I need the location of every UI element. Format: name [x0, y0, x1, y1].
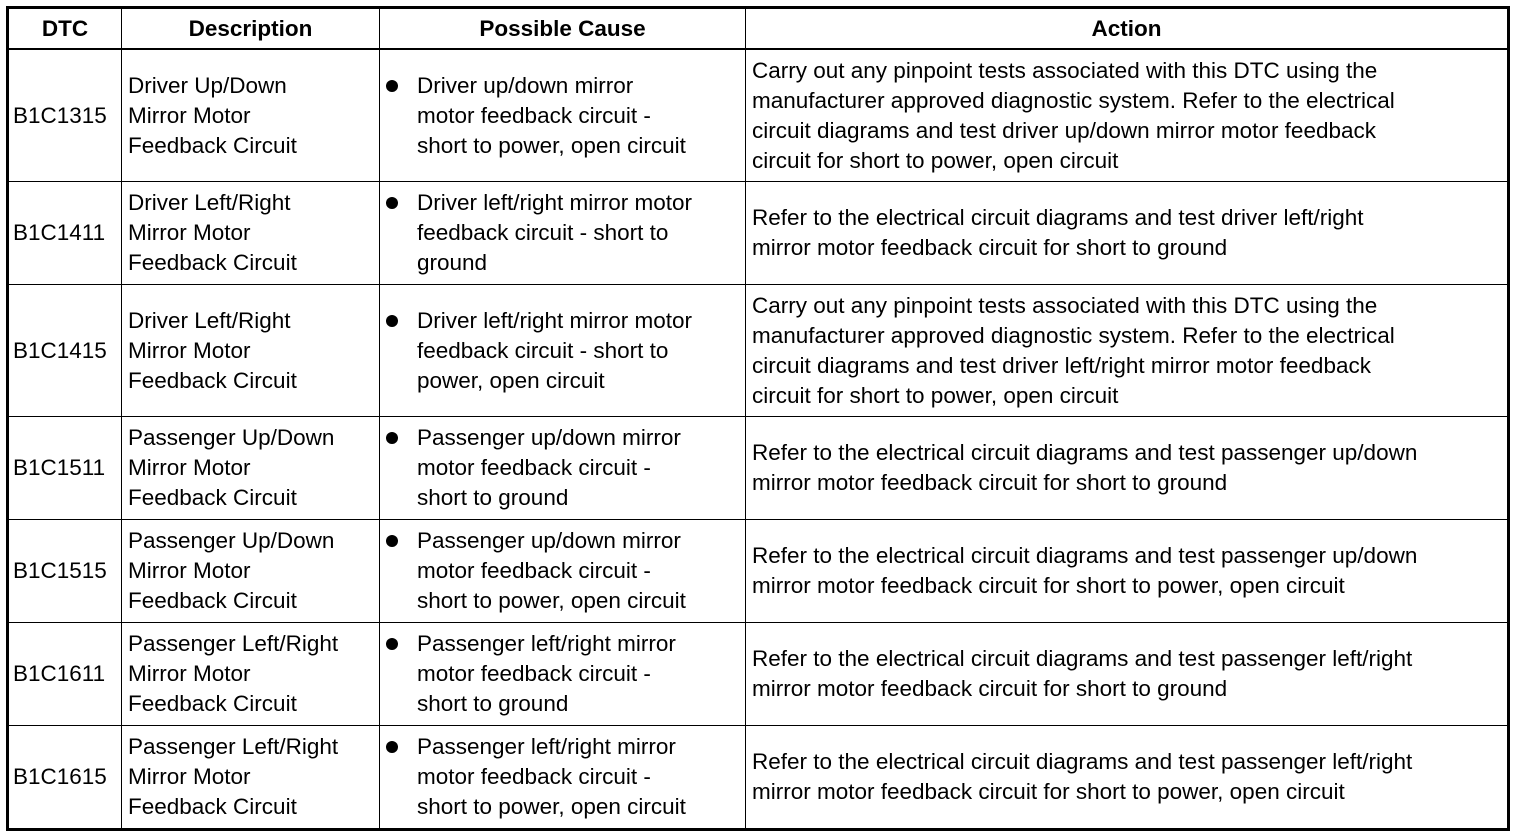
dtc-description: [122, 520, 380, 623]
cause-text: [417, 629, 739, 719]
dtc-description: [122, 182, 380, 285]
dtc-description: [122, 285, 380, 417]
possible-cause: [380, 726, 746, 830]
header-row: [8, 8, 1509, 50]
dtc-description: [122, 49, 380, 182]
description-line: Passenger Up/Down: [128, 425, 335, 450]
cause-text: [417, 71, 739, 161]
action: [746, 623, 1509, 726]
action: [746, 49, 1509, 182]
action: [746, 520, 1509, 623]
cause-line: short to power, open circuit: [417, 588, 686, 613]
cause-line: ground: [417, 250, 488, 275]
cause-line: motor feedback circuit -: [417, 455, 651, 480]
action-line: circuit diagrams and test driver up/down mirror motor feedback: [752, 117, 1377, 143]
header-dtc: DTC: [8, 8, 122, 50]
cause-line: Passenger up/down mirror: [417, 425, 681, 450]
description-line: Feedback Circuit: [128, 132, 297, 158]
action: [746, 285, 1509, 417]
cause-text: [417, 526, 739, 616]
action-line: mirror motor feedback circuit for short to power, open circuit: [752, 573, 1345, 598]
description-line: Mirror Motor: [128, 102, 251, 128]
action-line: mirror motor feedback circuit for short to power, open circuit: [752, 779, 1345, 804]
possible-cause: [380, 49, 746, 182]
cause-line: Driver left/right mirror motor: [417, 307, 693, 333]
action-line: Refer to the electrical circuit diagrams and test passenger up/down: [752, 543, 1418, 568]
description-line: Mirror Motor: [128, 455, 251, 480]
action-line: Refer to the electrical circuit diagrams and test passenger up/down: [752, 440, 1418, 465]
table-row: [8, 520, 1509, 623]
cause-bullet-item: [386, 732, 739, 822]
action-line: manufacturer approved diagnostic system. Refer to the electrical: [752, 322, 1395, 348]
description-line: Driver Left/Right: [128, 307, 291, 333]
action-line: Carry out any pinpoint tests associated with this DTC using the: [752, 57, 1378, 83]
action-line: manufacturer approved diagnostic system. Refer to the electrical: [752, 87, 1395, 113]
action: [746, 417, 1509, 520]
cause-bullet-item: [386, 306, 739, 396]
bullet-icon: [386, 535, 398, 547]
possible-cause: [380, 417, 746, 520]
description-line: Feedback Circuit: [128, 250, 297, 275]
cause-line: Driver up/down mirror: [417, 72, 634, 98]
header-action: Action: [746, 8, 1509, 50]
cause-line: Driver left/right mirror motor: [417, 190, 693, 215]
dtc-code: B1C1615: [8, 726, 122, 830]
possible-cause: [380, 182, 746, 285]
cause-text: [417, 732, 739, 822]
description-line: Mirror Motor: [128, 337, 251, 363]
cause-bullet-item: [386, 629, 739, 719]
action: [746, 182, 1509, 285]
action-line: Carry out any pinpoint tests associated with this DTC using the: [752, 292, 1378, 318]
table-row: [8, 726, 1509, 830]
bullet-icon: [386, 432, 398, 444]
dtc-code: B1C1411: [8, 182, 122, 285]
description-line: Feedback Circuit: [128, 367, 297, 393]
cause-line: power, open circuit: [417, 367, 605, 393]
cause-line: short to ground: [417, 691, 569, 716]
table-row: [8, 623, 1509, 726]
description-line: Mirror Motor: [128, 661, 251, 686]
description-line: Feedback Circuit: [128, 485, 297, 510]
action-line: Refer to the electrical circuit diagrams and test passenger left/right: [752, 749, 1413, 774]
description-line: Driver Left/Right: [128, 190, 291, 215]
action-line: mirror motor feedback circuit for short to ground: [752, 235, 1228, 260]
action-line: circuit diagrams and test driver left/right mirror motor feedback: [752, 352, 1371, 378]
table-header: [8, 8, 1509, 50]
table-row: [8, 182, 1509, 285]
action-line: mirror motor feedback circuit for short to ground: [752, 470, 1228, 495]
dtc-code: B1C1515: [8, 520, 122, 623]
possible-cause: [380, 285, 746, 417]
cause-line: feedback circuit - short to: [417, 337, 669, 363]
description-line: Feedback Circuit: [128, 691, 297, 716]
action-line: Refer to the electrical circuit diagrams and test driver left/right: [752, 205, 1364, 230]
description-line: Passenger Up/Down: [128, 528, 335, 553]
cause-bullet-item: [386, 423, 739, 513]
description-line: Mirror Motor: [128, 558, 251, 583]
cause-line: motor feedback circuit -: [417, 558, 651, 583]
cause-line: motor feedback circuit -: [417, 764, 651, 789]
dtc-code: B1C1611: [8, 623, 122, 726]
table-row: [8, 417, 1509, 520]
description-line: Feedback Circuit: [128, 588, 297, 613]
header-description: Description: [122, 8, 380, 50]
possible-cause: [380, 623, 746, 726]
dtc-description: [122, 726, 380, 830]
cause-line: short to ground: [417, 485, 569, 510]
description-line: Mirror Motor: [128, 764, 251, 789]
cause-text: [417, 188, 739, 278]
table-row: [8, 285, 1509, 417]
possible-cause: [380, 520, 746, 623]
description-line: Driver Up/Down: [128, 72, 287, 98]
cause-line: Passenger left/right mirror: [417, 734, 676, 759]
description-line: Mirror Motor: [128, 220, 251, 245]
cause-line: Passenger left/right mirror: [417, 631, 676, 656]
cause-line: Passenger up/down mirror: [417, 528, 681, 553]
bullet-icon: [386, 315, 398, 327]
cause-bullet-item: [386, 71, 739, 161]
dtc-code: B1C1415: [8, 285, 122, 417]
dtc-code: B1C1315: [8, 49, 122, 182]
cause-line: short to power, open circuit: [417, 794, 686, 819]
cause-line: feedback circuit - short to: [417, 220, 669, 245]
cause-text: [417, 306, 739, 396]
dtc-code: B1C1511: [8, 417, 122, 520]
cause-bullet-item: [386, 526, 739, 616]
description-line: Feedback Circuit: [128, 794, 297, 819]
dtc-table: [6, 6, 1510, 831]
cause-line: motor feedback circuit -: [417, 102, 651, 128]
bullet-icon: [386, 197, 398, 209]
cause-line: motor feedback circuit -: [417, 661, 651, 686]
cause-bullet-item: [386, 188, 739, 278]
dtc-description: [122, 417, 380, 520]
description-line: Passenger Left/Right: [128, 631, 339, 656]
bullet-icon: [386, 80, 398, 92]
action: [746, 726, 1509, 830]
bullet-icon: [386, 741, 398, 753]
cause-text: [417, 423, 739, 513]
dtc-description: [122, 623, 380, 726]
action-line: Refer to the electrical circuit diagrams and test passenger left/right: [752, 646, 1413, 671]
header-possible-cause: Possible Cause: [380, 8, 746, 50]
action-line: circuit for short to power, open circuit: [752, 382, 1119, 408]
table-body: [8, 49, 1509, 830]
description-line: Passenger Left/Right: [128, 734, 339, 759]
cause-line: short to power, open circuit: [417, 132, 686, 158]
table-row: [8, 49, 1509, 182]
bullet-icon: [386, 638, 398, 650]
action-line: circuit for short to power, open circuit: [752, 147, 1119, 173]
action-line: mirror motor feedback circuit for short to ground: [752, 676, 1228, 701]
